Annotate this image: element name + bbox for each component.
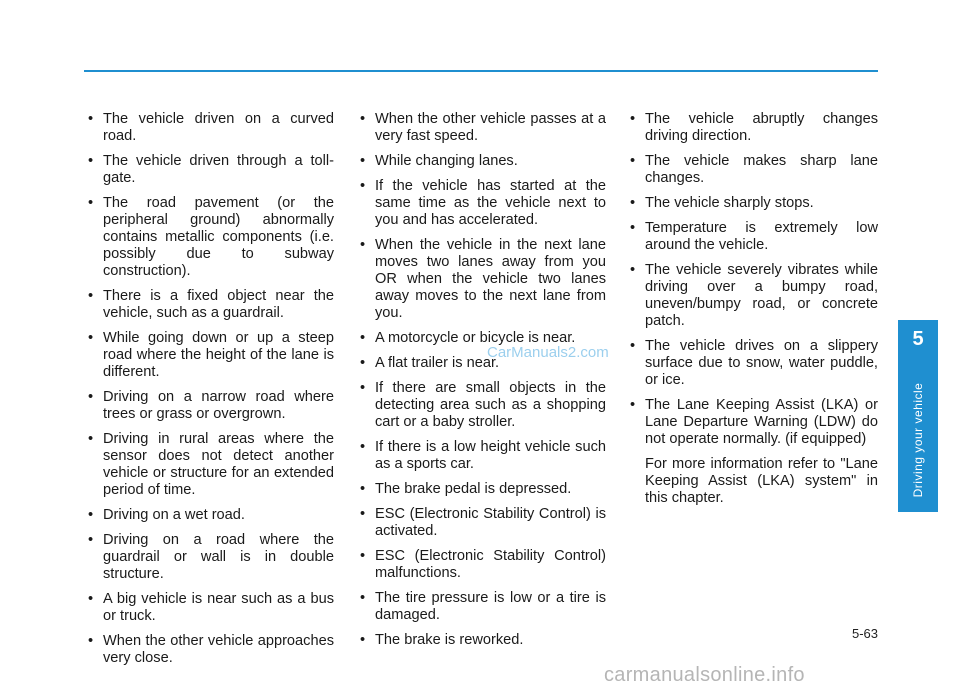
list-item: • The tire pressure is low or a tire is damaged. (356, 590, 606, 624)
list-item: • ESC (Electronic Stability Control) malfunctions. (356, 548, 606, 582)
list-item: • When the other vehicle approaches very close. (84, 633, 334, 667)
footer-site-link[interactable]: carmanualsonline.info (604, 664, 805, 686)
list-item: • If the vehicle has started at the same time as the vehicle next to you and has accelerated. (356, 178, 606, 229)
list-item: • If there is a low height vehicle such as a sports car. (356, 439, 606, 473)
column-3 (626, 111, 878, 507)
list-item: • The vehicle driven on a curved road. (84, 111, 334, 145)
bullet-list-2 (356, 111, 606, 649)
list-item: • Driving in rural areas where the sensor does not detect another vehicle or structure for an extended period of time. (84, 431, 334, 499)
watermark: CarManuals2.com (487, 344, 609, 361)
list-item: • A big vehicle is near such as a bus or truck. (84, 591, 334, 625)
list-item: • There is a fixed object near the vehicle, such as a guardrail. (84, 288, 334, 322)
list-item: • The road pavement (or the peripheral ground) abnormally contains metallic components (i.e. possibly due to subway construction). (84, 195, 334, 280)
column-2 (356, 111, 606, 657)
chapter-number: 5 (912, 328, 924, 350)
list-item: • The vehicle abruptly changes driving direction. (626, 111, 878, 145)
list-item: • ESC (Electronic Stability Control) is activated. (356, 506, 606, 540)
list-item: • A motorcycle or bicycle is near. (356, 330, 606, 347)
list-item: • When the vehicle in the next lane moves two lanes away from you OR when the vehicle two lanes away moves to the next lane from you. (356, 237, 606, 322)
list-item: • Driving on a wet road. (84, 507, 334, 524)
page-number: 5-63 (851, 626, 878, 641)
list-item: • A flat trailer is near. (356, 355, 606, 372)
header-rule (84, 70, 878, 72)
list-item: • While changing lanes. (356, 153, 606, 170)
reference-note: For more information refer to "Lane Keeping Assist (LKA) system" in this chapter. (645, 456, 878, 506)
chapter-tab (898, 320, 938, 512)
list-item: • The vehicle makes sharp lane changes. (626, 153, 878, 187)
list-item: • The vehicle sharply stops. (626, 195, 878, 212)
list-item: • The brake pedal is depressed. (356, 481, 606, 498)
column-1 (84, 111, 334, 675)
list-item: • The vehicle driven through a toll-gate. (84, 153, 334, 187)
list-item: • Driving on a narrow road where trees or grass or overgrown. (84, 389, 334, 423)
list-item: • Temperature is extremely low around the vehicle. (626, 220, 878, 254)
bullet-list-1 (84, 111, 334, 667)
list-item: • The vehicle severely vibrates while driving over a bumpy road, uneven/bumpy road, or concrete patch. (626, 262, 878, 330)
list-item: • The vehicle drives on a slippery surface due to snow, water puddle, or ice. (626, 338, 878, 389)
list-item: • The Lane Keeping Assist (LKA) or Lane Departure Warning (LDW) do not operate normally. (if equipped) (626, 397, 878, 448)
list-item: • If there are small objects in the detecting area such as a shopping cart or a baby stroller. (356, 380, 606, 431)
list-item: • Driving on a road where the guardrail or wall is in double structure. (84, 532, 334, 583)
list-item: • When the other vehicle passes at a very fast speed. (356, 111, 606, 145)
list-item: • While going down or up a steep road where the height of the lane is different. (84, 330, 334, 381)
list-item: • The brake is reworked. (356, 632, 606, 649)
chapter-label: Driving your vehicle (911, 382, 925, 498)
bullet-list-3 (626, 111, 878, 448)
